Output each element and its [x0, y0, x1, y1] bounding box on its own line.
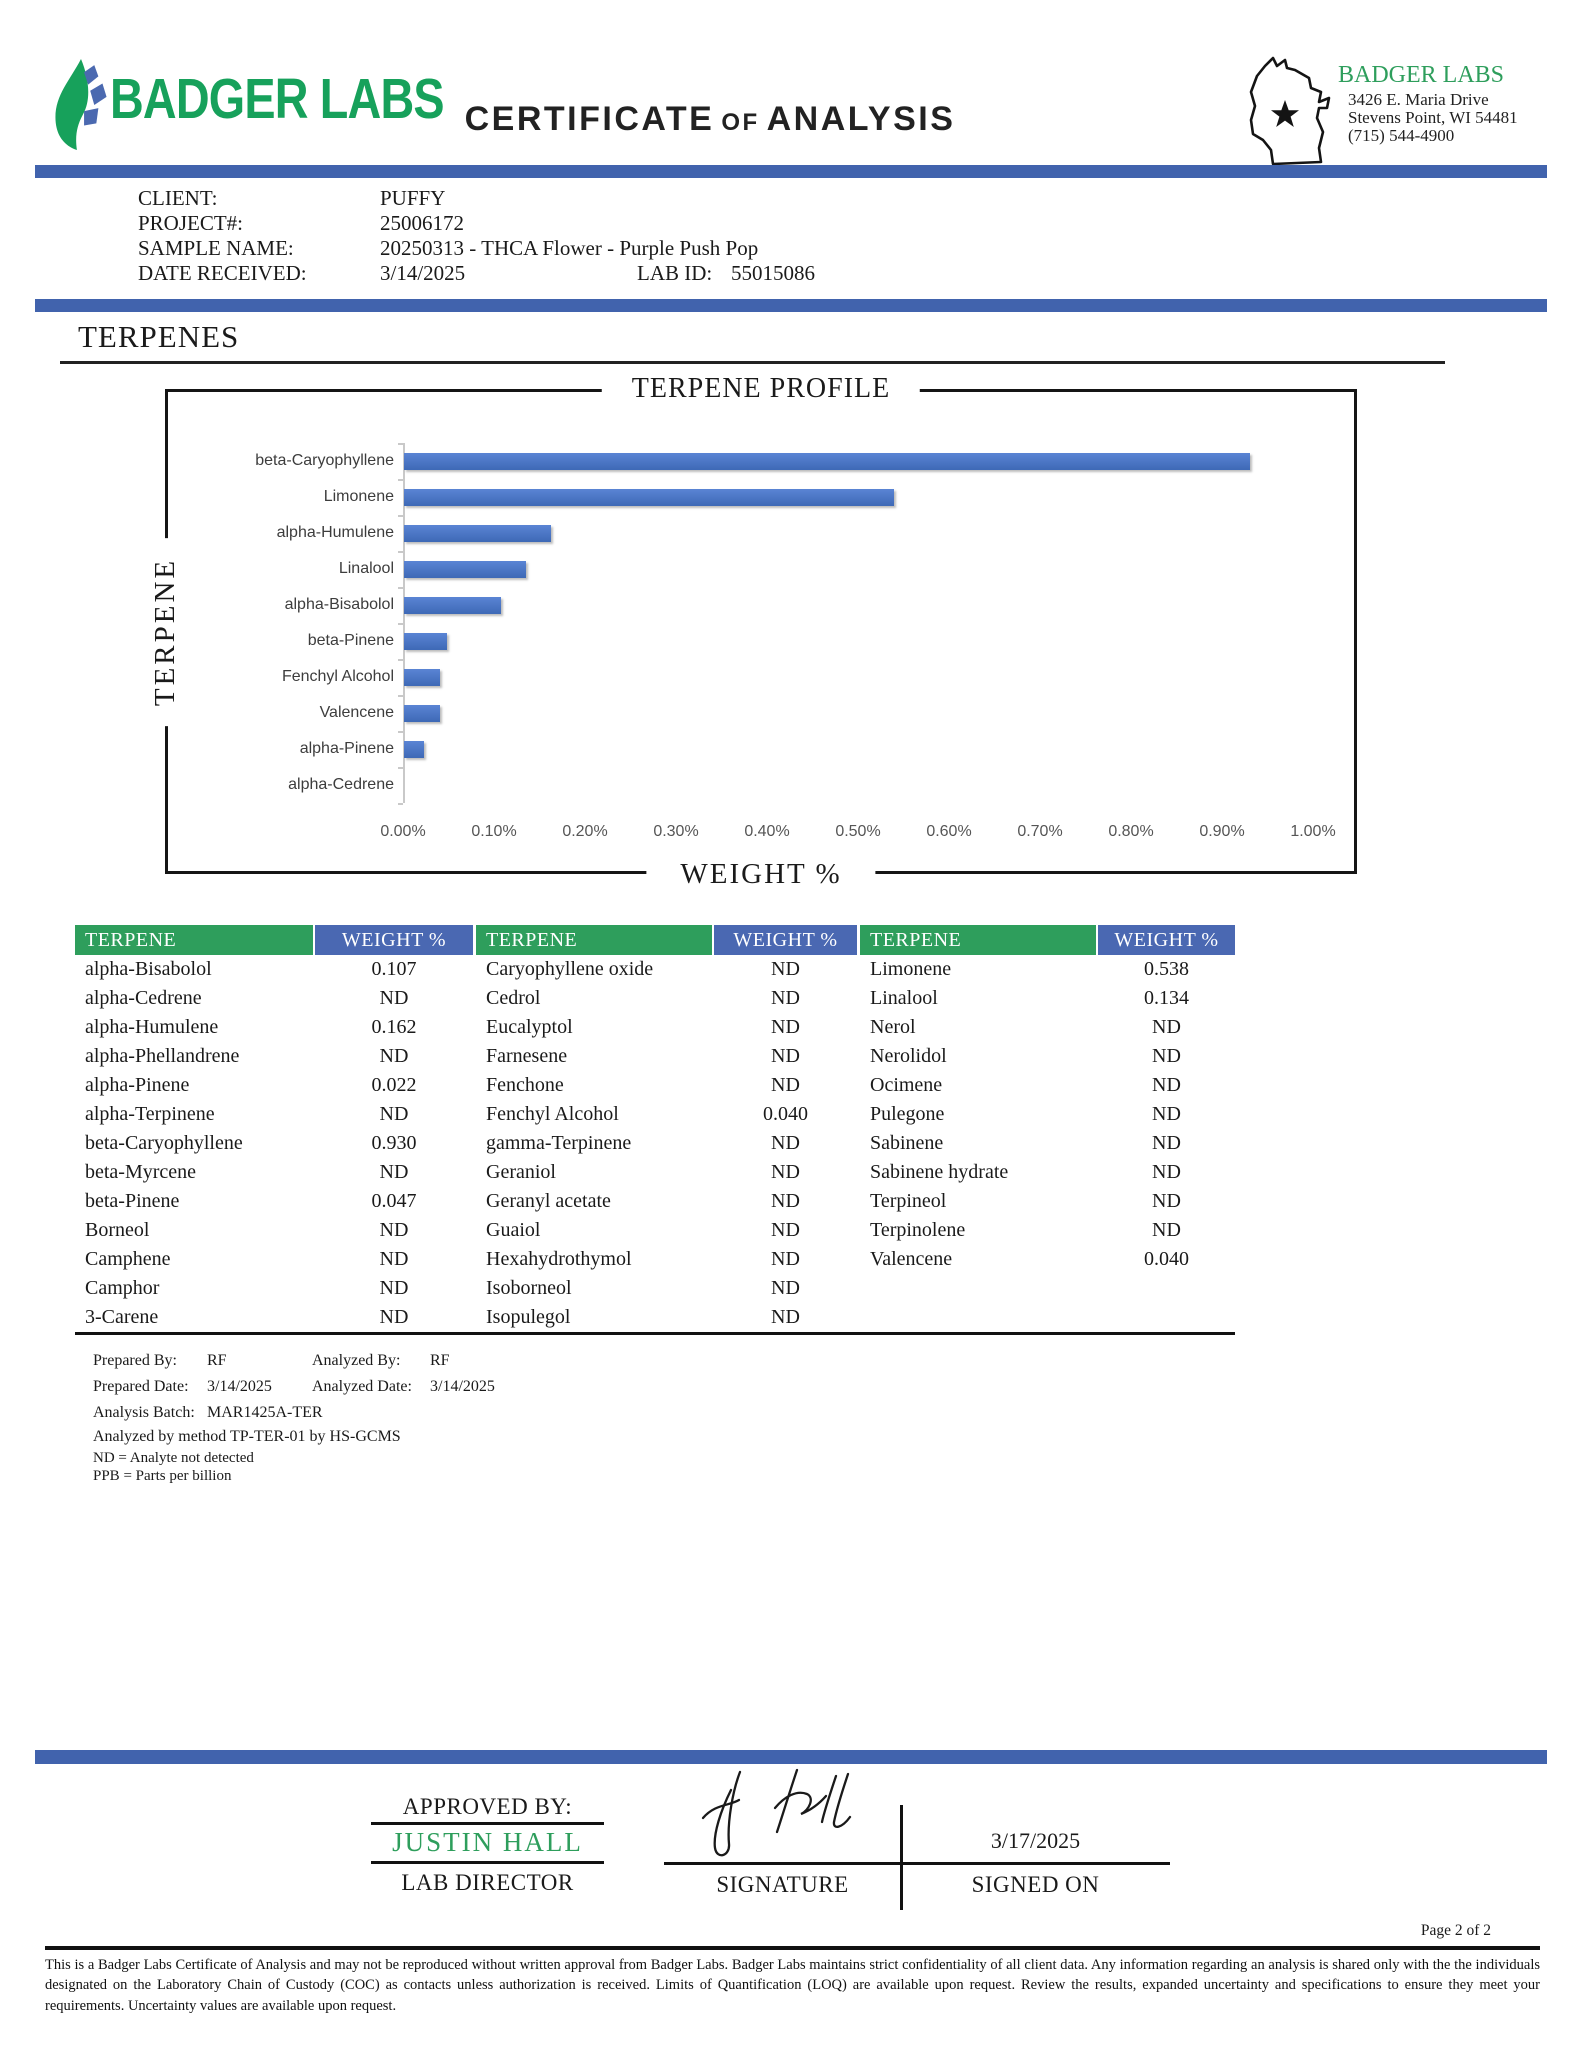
chart-x-tick-label: 0.30%: [653, 823, 699, 840]
signed-on-label: SIGNED ON: [971, 1872, 1100, 1897]
chart-bar: [404, 705, 440, 722]
prepared-date-value: 3/14/2025: [207, 1378, 272, 1395]
terpene-value-cell: ND: [771, 1219, 800, 1241]
terpene-name-cell: Caryophyllene oxide: [486, 958, 654, 980]
table-header-terpene: TERPENE: [476, 925, 712, 955]
terpene-value-cell: ND: [379, 1219, 409, 1241]
project-label: PROJECT#:: [138, 211, 244, 235]
chart-axis-tick: [398, 551, 403, 553]
ppb-note: PPB = Parts per billion: [93, 1468, 232, 1484]
lab-address-line2: Stevens Point, WI 54481: [1348, 108, 1518, 127]
terpene-name-cell: Fenchyl Alcohol: [486, 1103, 619, 1125]
terpene-value-cell: ND: [771, 1132, 800, 1154]
terpene-name-cell: 3-Carene: [85, 1306, 159, 1328]
page-number: Page 2 of 2: [1420, 1922, 1491, 1939]
terpene-name-cell: alpha-Bisabolol: [85, 958, 212, 980]
chart-bar: [404, 669, 440, 686]
terpene-value-cell: 0.040: [763, 1103, 808, 1125]
chart-bar: [404, 561, 526, 578]
chart-category-label: alpha-Pinene: [299, 740, 394, 757]
signature-rule: [664, 1862, 1170, 1865]
terpene-name-cell: [860, 1303, 1096, 1332]
sample-name-value: 20250313 - THCA Flower - Purple Push Pop: [380, 236, 759, 260]
chart-axis-tick: [398, 803, 403, 805]
terpene-name-cell: alpha-Pinene: [85, 1074, 190, 1096]
terpene-value-cell: ND: [379, 1248, 409, 1270]
terpene-value-cell: ND: [1152, 1045, 1181, 1067]
terpene-name-cell: beta-Pinene: [85, 1190, 180, 1212]
table-header-weight: WEIGHT %: [1098, 925, 1235, 955]
terpene-value-cell: ND: [771, 1161, 800, 1183]
terpene-name-cell: Sabinene hydrate: [870, 1161, 1009, 1183]
terpene-name-cell: alpha-Cedrene: [85, 987, 202, 1009]
chart-y-axis-title: TERPENE: [144, 537, 187, 725]
footer-rule: [45, 1946, 1540, 1950]
prepared-date-label: Prepared Date:: [93, 1378, 189, 1395]
terpene-value-cell: ND: [1152, 1103, 1181, 1125]
terpene-name-cell: Isopulegol: [486, 1306, 571, 1328]
terpene-name-cell: Guaiol: [486, 1219, 541, 1241]
terpene-table-group: [75, 925, 473, 1332]
terpene-value-cell: ND: [379, 1103, 409, 1125]
terpene-value-cell: 0.107: [371, 958, 417, 980]
chart-category-label: Valencene: [319, 704, 394, 721]
chart-category-label: beta-Caryophyllene: [255, 452, 394, 469]
chart-x-tick-label: 0.00%: [380, 823, 426, 840]
lab-id-label: LAB ID:: [637, 261, 713, 285]
section-underline: [60, 361, 1445, 364]
section-heading: TERPENES: [78, 319, 240, 354]
terpene-name-cell: beta-Caryophyllene: [85, 1132, 243, 1154]
title-of: OF: [721, 109, 760, 136]
terpene-value-cell: ND: [771, 1045, 800, 1067]
table-header-terpene: TERPENE: [75, 925, 313, 955]
terpene-name-cell: Sabinene: [870, 1132, 944, 1154]
table-bottom-rule: [75, 1332, 1235, 1335]
chart-axis-tick: [398, 515, 403, 517]
terpene-name-cell: Geraniol: [486, 1161, 556, 1183]
chart-category-label: beta-Pinene: [307, 632, 394, 649]
terpene-name-cell: alpha-Terpinene: [85, 1103, 215, 1125]
terpene-name-cell: Nerolidol: [870, 1045, 947, 1067]
terpene-value-cell: ND: [771, 1277, 800, 1299]
terpene-value-cell: [1098, 1303, 1235, 1332]
terpene-value-cell: ND: [379, 1306, 409, 1328]
terpene-value-cell: ND: [379, 987, 409, 1009]
signature-image: [685, 1760, 895, 1865]
chart-axis-tick: [398, 695, 403, 697]
terpene-value-cell: 0.538: [1144, 958, 1189, 980]
lab-phone: (715) 544-4900: [1348, 126, 1455, 145]
terpene-value-cell: 0.134: [1144, 987, 1189, 1009]
analysis-batch-value: MAR1425A-TER: [207, 1404, 323, 1421]
terpene-name-cell: alpha-Phellandrene: [85, 1045, 240, 1067]
signature-label: SIGNATURE: [716, 1872, 849, 1897]
terpene-value-cell: 0.022: [371, 1074, 417, 1096]
chart-axis-tick: [398, 623, 403, 625]
chart-category-label: Limonene: [323, 488, 394, 505]
analyzed-date-value: 3/14/2025: [430, 1378, 495, 1395]
terpene-name-cell: Camphor: [85, 1277, 160, 1299]
terpene-value-cell: ND: [379, 1161, 409, 1183]
terpene-name-cell: [860, 1274, 1096, 1303]
logo-wordmark: BADGER LABS: [110, 67, 444, 131]
terpene-value-cell: ND: [1152, 1161, 1181, 1183]
analysis-batch-label: Analysis Batch:: [93, 1404, 195, 1421]
terpene-value-cell: 0.930: [371, 1132, 417, 1154]
chart-axis-tick: [398, 587, 403, 589]
date-received-value: 3/14/2025: [380, 261, 466, 285]
terpene-value-cell: ND: [771, 1248, 800, 1270]
analyzed-by-value: RF: [430, 1352, 450, 1369]
terpene-value-cell: ND: [1152, 1219, 1181, 1241]
terpene-value-cell: 0.040: [1144, 1248, 1189, 1270]
analyzed-by-label: Analyzed By:: [312, 1352, 401, 1369]
date-received-label: DATE RECEIVED:: [138, 261, 307, 285]
prepared-by-value: RF: [207, 1352, 227, 1369]
terpene-name-cell: Farnesene: [486, 1045, 568, 1067]
chart-bar: [404, 741, 424, 758]
chart-axis-tick: [398, 479, 403, 481]
chart-title: TERPENE PROFILE: [602, 373, 920, 405]
chart-x-tick-label: 0.40%: [744, 823, 790, 840]
terpene-value-cell: ND: [1152, 1074, 1181, 1096]
chart-x-tick-label: 1.00%: [1290, 823, 1336, 840]
divider-bar-top: [35, 165, 1547, 178]
nd-note: ND = Analyte not detected: [93, 1450, 254, 1466]
terpene-name-cell: Isoborneol: [486, 1277, 572, 1299]
terpene-name-cell: Linalool: [870, 987, 938, 1009]
chart-x-tick-label: 0.50%: [835, 823, 881, 840]
terpene-name-cell: Camphene: [85, 1248, 171, 1270]
terpene-value-cell: ND: [771, 987, 800, 1009]
terpene-value-cell: ND: [1152, 1132, 1181, 1154]
terpene-name-cell: Limonene: [870, 958, 952, 980]
lab-id-value: 55015086: [731, 261, 815, 285]
terpene-value-cell: ND: [771, 1016, 800, 1038]
table-header-terpene: TERPENE: [860, 925, 1096, 955]
terpene-name-cell: Fenchone: [486, 1074, 564, 1096]
terpene-name-cell: Pulegone: [870, 1103, 945, 1125]
terpene-name-cell: alpha-Humulene: [85, 1016, 219, 1038]
disclaimer-text: This is a Badger Labs Certificate of Analysis and may not be reproduced without written approval from Badger Labs. Badger Labs maintains strict confidentiality of all client data. Any information regarding an analysis is shared only with the the individuals designated on the Laboratory Chain of Custody (COC) as contacts unless authorization is received. Limits of Quantification (LOQ) are available upon request. Review the results, expanded uncertainty and specifications to ensure they meet your requirements. Uncertainty values are available upon request.: [45, 1957, 1540, 2014]
signed-date: 3/17/2025: [990, 1828, 1081, 1853]
terpene-value-cell: ND: [1152, 1190, 1181, 1212]
terpene-value-cell: ND: [379, 1045, 409, 1067]
title-part1: CERTIFICATE: [464, 100, 715, 138]
lab-name: BADGER LABS: [1338, 62, 1505, 88]
terpene-name-cell: Terpineol: [870, 1190, 947, 1212]
terpene-value-cell: ND: [1152, 1016, 1181, 1038]
terpene-value-cell: ND: [771, 1074, 800, 1096]
chart-category-label: Fenchyl Alcohol: [281, 668, 394, 685]
terpene-name-cell: beta-Myrcene: [85, 1161, 197, 1183]
approver-title: LAB DIRECTOR: [401, 1870, 574, 1895]
chart-bar: [404, 489, 894, 506]
terpene-name-cell: Ocimene: [870, 1074, 943, 1096]
chart-x-tick-label: 0.80%: [1108, 823, 1154, 840]
chart-axis-tick: [398, 443, 403, 445]
chart-axis-tick: [398, 731, 403, 733]
terpene-value-cell: 0.047: [371, 1190, 417, 1212]
client-label: CLIENT:: [138, 186, 218, 210]
terpene-name-cell: Cedrol: [486, 987, 541, 1009]
chart-x-tick-label: 0.10%: [471, 823, 517, 840]
chart-x-tick-label: 0.90%: [1199, 823, 1245, 840]
chart-bar: [404, 453, 1250, 470]
approver-rule-top: [371, 1822, 604, 1825]
chart-plot-area: [168, 392, 1354, 871]
approver-name: JUSTIN HALL: [392, 1827, 583, 1857]
chart-category-label: alpha-Humulene: [276, 524, 394, 541]
page-title: [430, 100, 990, 139]
chart-category-label: Linalool: [338, 560, 394, 577]
terpene-name-cell: Valencene: [870, 1248, 953, 1270]
badger-leaf-logo-icon: [50, 58, 112, 150]
chart-axis-tick: [398, 659, 403, 661]
terpene-table-group: [476, 925, 857, 1332]
table-header-weight: WEIGHT %: [315, 925, 473, 955]
terpene-table-group: [860, 925, 1235, 1332]
chart-x-tick-label: 0.60%: [926, 823, 972, 840]
chart-axis-tick: [398, 767, 403, 769]
table-header-weight: WEIGHT %: [714, 925, 857, 955]
wisconsin-map-icon: [1243, 52, 1353, 172]
prepared-by-label: Prepared By:: [93, 1352, 177, 1369]
lab-address-line1: 3426 E. Maria Drive: [1348, 90, 1489, 109]
terpene-name-cell: Terpinolene: [870, 1219, 966, 1241]
project-value: 25006172: [380, 211, 464, 235]
title-part2: ANALYSIS: [766, 100, 956, 138]
approved-by-label: APPROVED BY:: [402, 1794, 573, 1819]
terpene-value-cell: [1098, 1274, 1235, 1303]
chart-bar: [404, 597, 501, 614]
terpene-value-cell: ND: [771, 958, 800, 980]
terpene-name-cell: Hexahydrothymol: [486, 1248, 632, 1270]
terpene-value-cell: 0.162: [371, 1016, 417, 1038]
approver-rule-bottom: [371, 1861, 604, 1864]
terpene-profile-chart: [149, 373, 1357, 890]
terpene-name-cell: Geranyl acetate: [486, 1190, 611, 1212]
terpene-name-cell: Eucalyptol: [486, 1016, 573, 1038]
chart-category-label: alpha-Bisabolol: [284, 596, 394, 613]
divider-bar-section: [35, 299, 1547, 312]
terpene-name-cell: Borneol: [85, 1219, 150, 1241]
terpene-name-cell: Nerol: [870, 1016, 916, 1038]
analyzed-date-label: Analyzed Date:: [312, 1378, 412, 1395]
client-value: PUFFY: [380, 186, 446, 210]
method-note: Analyzed by method TP-TER-01 by HS-GCMS: [93, 1428, 401, 1445]
chart-category-label: alpha-Cedrene: [288, 776, 394, 793]
chart-bar: [404, 633, 447, 650]
terpene-value-cell: ND: [379, 1277, 409, 1299]
chart-x-tick-label: 0.20%: [562, 823, 608, 840]
terpene-results-table: [75, 925, 1235, 1332]
terpene-value-cell: ND: [771, 1306, 800, 1328]
chart-bar: [404, 525, 551, 542]
sample-name-label: SAMPLE NAME:: [138, 236, 294, 260]
terpene-name-cell: gamma-Terpinene: [486, 1132, 632, 1154]
terpene-value-cell: ND: [771, 1190, 800, 1212]
chart-x-axis-title: WEIGHT %: [646, 858, 875, 891]
chart-x-tick-label: 0.70%: [1017, 823, 1063, 840]
